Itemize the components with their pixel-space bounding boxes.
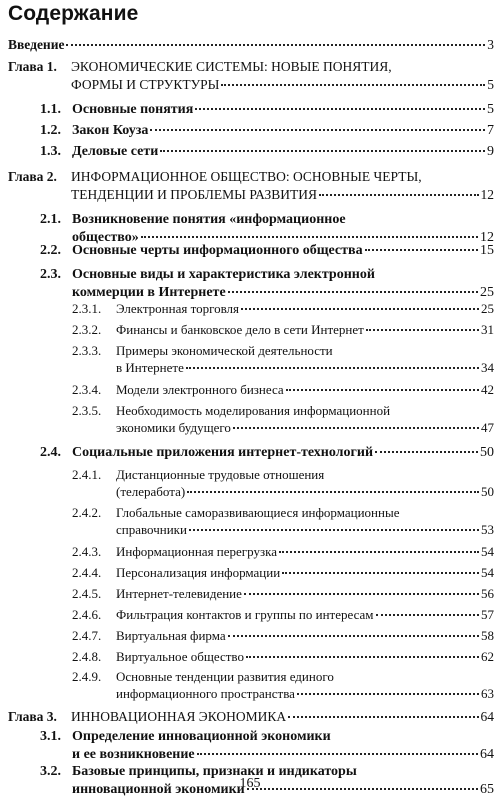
toc-entry-number: 2.4.5.	[72, 586, 102, 601]
leader-dots	[288, 716, 478, 718]
toc-entry-page: 63	[481, 686, 494, 701]
toc-entry-page: 3	[487, 37, 494, 52]
toc-entry-title: Примеры экономической деятельности в Интернете 34	[116, 343, 494, 375]
toc-entry	[8, 36, 494, 54]
toc-entry-page: 64	[480, 747, 494, 762]
leader-dots	[228, 635, 479, 637]
toc-entry-number: 2.4.3.	[72, 544, 102, 559]
toc-entry-title: Введение 3	[8, 37, 494, 52]
toc-entry-number: 2.3.1.	[72, 301, 102, 316]
toc-entry-number: 1.3.	[40, 144, 61, 159]
leader-dots	[366, 329, 479, 331]
toc-entry	[72, 342, 494, 376]
leader-dots	[141, 236, 478, 238]
toc-entry-number: 2.3.2.	[72, 322, 102, 337]
toc-entry-number: 1.2.	[40, 123, 61, 138]
leader-dots	[376, 614, 479, 616]
leader-dots	[233, 427, 479, 429]
toc-entry	[72, 543, 494, 560]
leader-dots	[66, 44, 485, 46]
toc-entry-title: Закон Коуза 7	[72, 123, 494, 138]
toc-entry-page: 50	[480, 445, 494, 460]
toc-entry	[72, 627, 494, 644]
toc-entry-title: Фильтрация контактов и группы по интересам 57	[116, 607, 494, 622]
toc-entry-number: 1.1.	[40, 102, 61, 117]
toc-entry-number: 2.4.6.	[72, 607, 102, 622]
toc-entry-number: Глава 2.	[8, 169, 57, 184]
toc-entry	[40, 444, 494, 462]
toc-entry-number: 2.3.	[40, 267, 61, 282]
toc-entry-title: Основные виды и характеристика электронной коммерции в Интернете 25	[72, 267, 494, 300]
toc-entry-page: 64	[480, 709, 494, 724]
toc-entry-number: 2.4.8.	[72, 649, 102, 664]
toc-entry-number: 3.1.	[40, 729, 61, 744]
toc-entry-title: Дистанционные трудовые отношения (телеработа) 50	[116, 467, 494, 499]
toc-entry-number: 2.4.1.	[72, 467, 102, 482]
leader-dots	[186, 367, 479, 369]
toc-entry-number: 2.4.7.	[72, 628, 102, 643]
toc-entry-title: ИННОВАЦИОННАЯ ЭКОНОМИКА 64	[71, 709, 494, 724]
toc-entry	[72, 564, 494, 581]
toc-entry	[72, 606, 494, 623]
toc-entry-page: 25	[481, 301, 494, 316]
toc-entry-number: 3.2.	[40, 764, 61, 779]
leader-dots	[197, 753, 478, 755]
toc-entry-title: Основные понятия 5	[72, 102, 494, 117]
toc-entry-title: Деловые сети 9	[72, 144, 494, 159]
toc-entry	[40, 143, 494, 161]
toc-entry-title: Виртуальная фирма 58	[116, 628, 494, 643]
toc-entry-number: 2.4.2.	[72, 505, 102, 520]
toc-entry-number: 2.3.5.	[72, 403, 102, 418]
leader-dots	[189, 529, 479, 531]
toc-entry-title: Необходимость моделирования информационной экономики будущего 47	[116, 403, 494, 435]
page-title: Содержание	[8, 2, 139, 25]
leader-dots	[246, 656, 479, 658]
leader-dots	[195, 108, 485, 110]
toc-entry-page: 5	[487, 102, 494, 117]
toc-entry-title: Интернет-телевидение 56	[116, 586, 494, 601]
leader-dots	[282, 572, 479, 574]
toc-entry	[40, 266, 494, 302]
toc-entry-title: ЭКОНОМИЧЕСКИЕ СИСТЕМЫ: НОВЫЕ ПОНЯТИЯ, ФОРМЫ И СТРУКТУРЫ 5	[71, 59, 494, 92]
toc-entry-number: 2.3.4.	[72, 382, 102, 397]
toc-entry-title: Персонализация информации 54	[116, 565, 494, 580]
toc-entry	[8, 168, 494, 204]
toc-entry-page: 65	[480, 782, 494, 797]
toc-entry-title: Социальные приложения интернет-технологий 50	[72, 445, 494, 460]
toc-entry-page: 25	[480, 285, 494, 300]
toc-entry	[40, 122, 494, 140]
toc-entry	[72, 668, 494, 702]
toc-entry-title: Возникновение понятия «информационное общество» 12	[72, 212, 494, 245]
toc-entry	[72, 321, 494, 338]
toc-entry-page: 42	[481, 382, 494, 397]
toc-entry-title: Базовые принципы, признаки и индикаторы инновационной экономики 65	[72, 764, 494, 797]
toc-entry-title: Глобальные саморазвивающиеся информационные справочники 53	[116, 505, 494, 537]
toc-entry-number: 2.4.	[40, 445, 61, 460]
toc-entry-page: 53	[481, 522, 494, 537]
leader-dots	[241, 308, 479, 310]
toc-entry-page: 7	[487, 123, 494, 138]
toc-entry-number: 2.1.	[40, 212, 61, 227]
leader-dots	[160, 150, 485, 152]
toc-entry-title: Виртуальное общество 62	[116, 649, 494, 664]
page-number: 165	[239, 776, 261, 791]
toc-entry-page: 54	[481, 565, 494, 580]
leader-dots	[221, 84, 485, 86]
toc-entry-page: 31	[481, 322, 494, 337]
toc-entry-page: 58	[481, 628, 494, 643]
toc-entry-title: Информационная перегрузка 54	[116, 544, 494, 559]
toc-entry-number: Глава 3.	[8, 709, 57, 724]
toc-entry	[72, 381, 494, 398]
toc-entry	[72, 648, 494, 665]
leader-dots	[279, 551, 479, 553]
toc-entry-page: 57	[481, 607, 494, 622]
toc-entry-page: 15	[480, 243, 494, 258]
toc-entry-title: Определение инновационной экономики и ее возникновение 64	[72, 729, 494, 762]
toc-entry-number: 2.2.	[40, 243, 61, 258]
leader-dots	[228, 291, 478, 293]
toc-entry-title: Основные тенденции развития единого информационного пространства 63	[116, 669, 494, 701]
toc-entry-page: 54	[481, 544, 494, 559]
toc-entry	[72, 504, 494, 538]
toc-entry-page: 9	[487, 144, 494, 159]
leader-dots	[365, 249, 478, 251]
leader-dots	[286, 389, 479, 391]
toc-entry-page: 62	[481, 649, 494, 664]
leader-dots	[150, 129, 485, 131]
toc-entry-page: 56	[481, 586, 494, 601]
leader-dots	[375, 451, 478, 453]
toc-entry	[72, 466, 494, 500]
toc-entry	[40, 101, 494, 119]
leader-dots	[187, 491, 479, 493]
toc-entry	[72, 585, 494, 602]
toc-entry-page: 50	[481, 484, 494, 499]
toc-entry-number: 2.4.4.	[72, 565, 102, 580]
toc-entry-title: Основные черты информационного общества 15	[72, 243, 494, 258]
toc-entry-page: 12	[480, 230, 494, 245]
toc-entry	[8, 708, 494, 726]
toc-entry-title: Электронная торговля 25	[116, 301, 494, 316]
toc-entry-title: Финансы и банковское дело в сети Интернет 31	[116, 322, 494, 337]
leader-dots	[244, 593, 479, 595]
toc-entry	[72, 300, 494, 317]
toc-entry	[40, 242, 494, 260]
toc-entry-number: Глава 1.	[8, 59, 57, 74]
toc-entry-page: 34	[481, 360, 494, 375]
toc-entry-page: 47	[481, 420, 494, 435]
toc-entry-number: 2.4.9.	[72, 669, 102, 684]
toc-entry-number: 2.3.3.	[72, 343, 102, 358]
toc-entry	[8, 58, 494, 94]
toc-entry	[72, 402, 494, 436]
toc-entry-title: ИНФОРМАЦИОННОЕ ОБЩЕСТВО: ОСНОВНЫЕ ЧЕРТЫ, ТЕНДЕНЦИИ И ПРОБЛЕМЫ РАЗВИТИЯ 12	[71, 169, 494, 202]
toc-entry	[40, 728, 494, 764]
toc-entry-title: Модели электронного бизнеса 42	[116, 382, 494, 397]
toc-entry-page: 12	[480, 187, 494, 202]
toc-entry-page: 5	[487, 77, 494, 92]
leader-dots	[319, 194, 478, 196]
leader-dots	[297, 693, 479, 695]
